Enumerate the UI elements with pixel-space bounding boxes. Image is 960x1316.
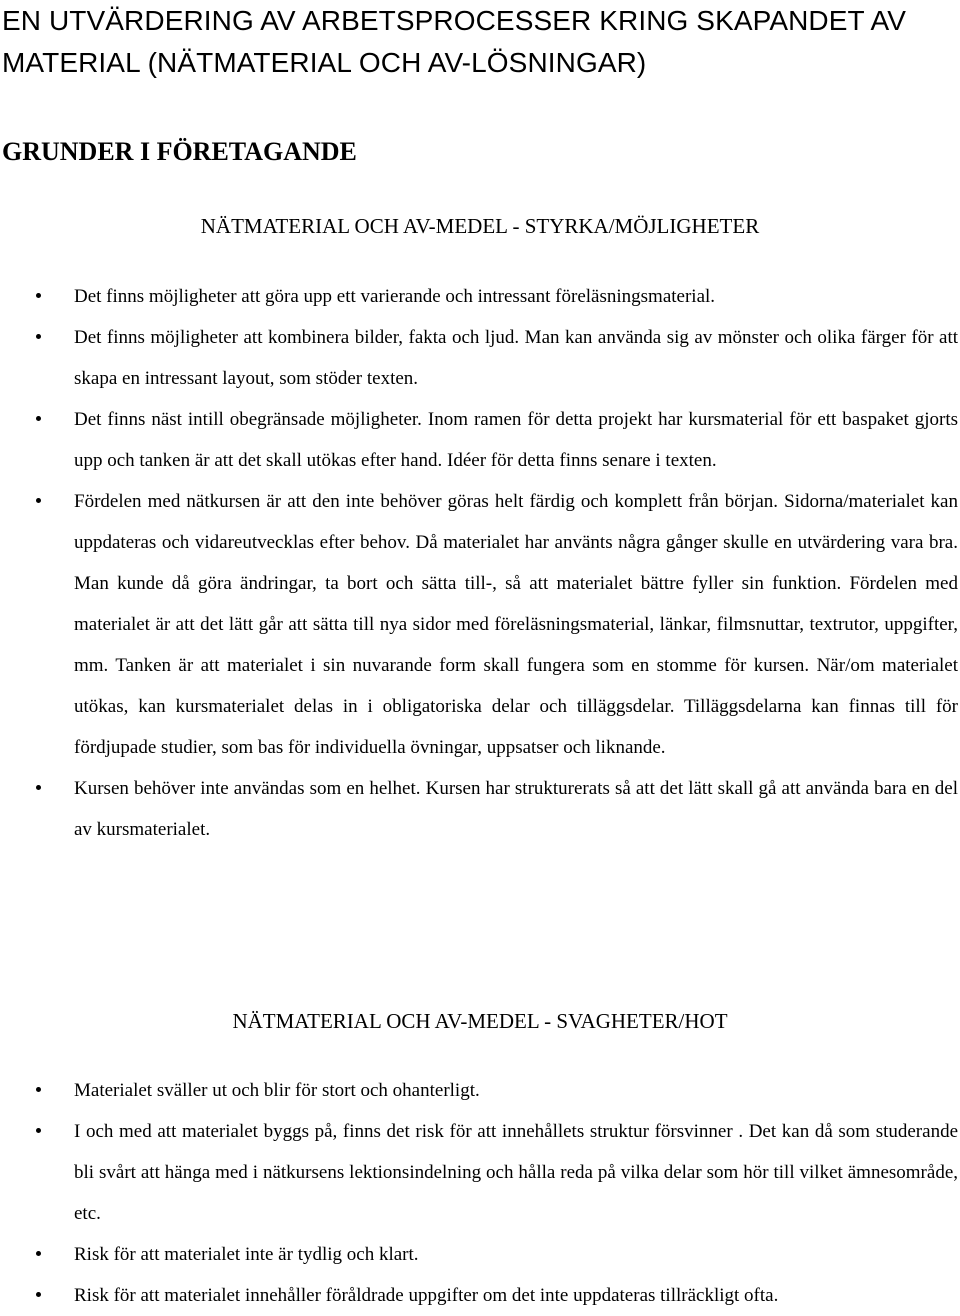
bullet-icon: [36, 785, 41, 790]
document-title: EN UTVÄRDERING AV ARBETSPROCESSER KRING SKAPANDET AV MATERIAL (NÄTMATERIAL OCH AV-LÖSNINGAR): [2, 5, 907, 78]
section-heading-strengths: NÄTMATERIAL OCH AV-MEDEL - STYRKA/MÖJLIGHETER: [200, 214, 760, 238]
list-item: [0, 1234, 960, 1275]
list-item: [0, 276, 960, 317]
list-item-text: Fördelen med nätkursen är att den inte behöver göras helt färdig och komplett från början. Sidorna/materialet kan uppdateras och vidareutvecklas efter behov. Då materialet har använts några gånger skulle en utvärdering vara bra. Man kunde då göra ändringar, ta bort och sätta till-, så att materialet bättre fyller sin funktion. Fördelen med materialet är att det lätt går att sätta till nya sidor med föreläsningsmaterial, länkar, filmsnuttar, textrutor, uppgifter, mm. Tanken är att materialet i sin nuvarande form skall fungera som en stomme för kursen. När/om materialet utökas, kan kursmaterialet delas in i obligatoriska delar och tilläggsdelar. Tilläggsdelarna kan finnas till för fördjupade studier, som bas för individuella övningar, uppsatser och liknande.: [74, 491, 958, 758]
list-item-text: Kursen behöver inte användas som en helhet. Kursen har strukturerats så att det lätt skall gå att använda bara en del av kursmaterialet.: [74, 778, 958, 840]
bullet-icon: [36, 416, 41, 421]
weaknesses-list: [0, 1070, 960, 1316]
bullet-icon: [36, 1087, 41, 1092]
section-heading-weaknesses: NÄTMATERIAL OCH AV-MEDEL - SVAGHETER/HOT: [232, 1009, 728, 1033]
list-item-text: I och med att materialet byggs på, finns det risk för att innehållets struktur försvinner . Det kan då som studerande bli svårt att hänga med i nätkursens lektionsindelning och hålla reda på vilka delar som hör till vilket ämnesområde, etc.: [74, 1121, 958, 1224]
bullet-icon: [36, 1292, 41, 1297]
strengths-list: [0, 276, 960, 850]
list-item: [0, 481, 960, 768]
bullet-icon: [36, 1251, 41, 1256]
bullet-icon: [36, 1128, 41, 1133]
list-item-text: Materialet sväller ut och blir för stort och ohanterligt.: [74, 1080, 480, 1101]
list-item: [0, 317, 960, 399]
list-item-text: Det finns möjligheter att göra upp ett varierande och intressant föreläsningsmaterial.: [74, 286, 716, 307]
list-item: [0, 768, 960, 850]
bullet-icon: [36, 334, 41, 339]
list-item: [0, 1070, 960, 1111]
list-item-text: Risk för att materialet inte är tydlig och klart.: [74, 1244, 419, 1265]
list-item-text: Det finns möjligheter att kombinera bilder, fakta och ljud. Man kan använda sig av mönster och olika färger för att skapa en intressant layout, som stöder texten.: [74, 327, 958, 389]
list-item-text: Det finns näst intill obegränsade möjligheter. Inom ramen för detta projekt har kursmaterial för ett baspaket gjorts upp och tanken är att det skall utökas efter hand. Idéer för detta finns senare i texten.: [74, 409, 958, 471]
list-item: [0, 1111, 960, 1234]
list-item: [0, 399, 960, 481]
list-item-text: Risk för att materialet innehåller föråldrade uppgifter om det inte uppdateras tillräckligt ofta.: [74, 1285, 779, 1306]
bullet-icon: [36, 293, 41, 298]
document-subtitle: GRUNDER I FÖRETAGANDE: [2, 137, 357, 166]
bullet-icon: [36, 498, 41, 503]
